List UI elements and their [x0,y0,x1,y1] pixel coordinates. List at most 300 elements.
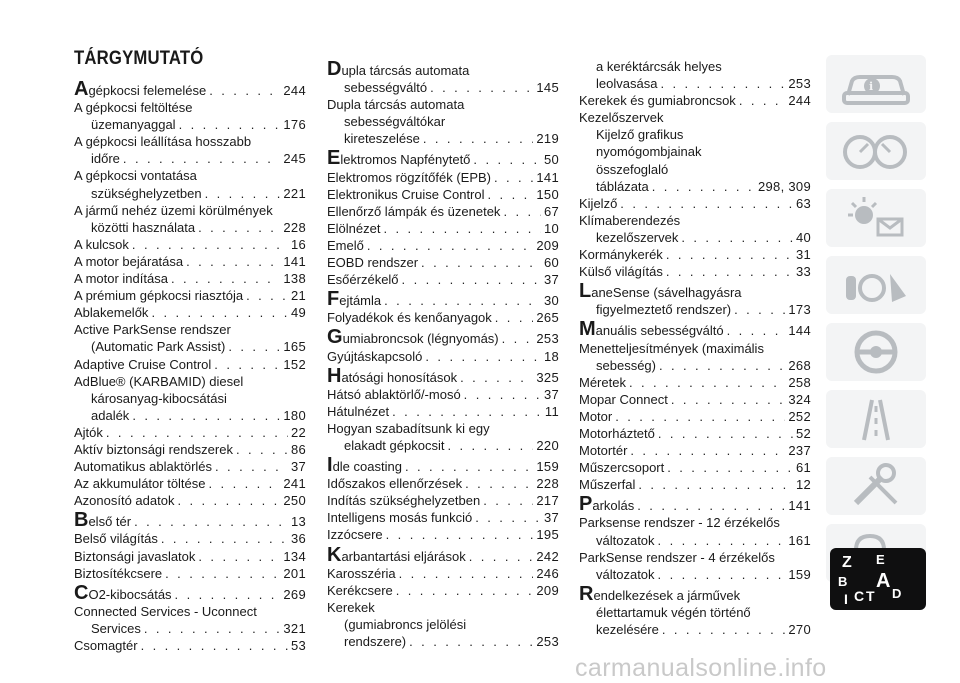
index-entry[interactable] [327,186,559,203]
page-number[interactable]: 30 [543,293,559,309]
dot-leader [214,356,280,373]
index-entry[interactable] [579,58,811,92]
dot-leader [421,254,541,271]
car-info-icon[interactable] [826,55,926,113]
dot-leader [734,301,785,318]
page-number[interactable]: 325 [536,369,559,385]
index-entry-text: szükséghelyzetben [91,185,202,201]
page-number[interactable]: 138 [283,271,306,287]
index-entry[interactable] [74,637,306,654]
index-entry[interactable] [74,167,306,201]
index-entry[interactable] [327,475,559,492]
index-entry[interactable] [579,391,811,408]
index-entry-text: Klímaberendezés [579,212,681,228]
page-number[interactable]: 209 [536,237,559,253]
index-entry[interactable] [579,246,811,263]
index-entry-line [327,130,559,147]
page-number[interactable]: 37 [290,459,306,475]
dot-leader [165,565,280,582]
dot-leader [246,287,288,304]
index-entry[interactable] [579,109,811,194]
index-entry-text: Biztosítékcsere [74,565,163,581]
index-entry-text: Automatikus ablaktörlés [74,459,213,475]
index-entry-text: Hátsó ablaktörlő/-mosó [327,386,461,402]
index-entry-text: Dupla tárcsás automata [327,97,465,113]
index-entry-text: Indítás szükséghelyzetben [327,493,481,509]
index-entry-text: üzemanyaggal [91,117,176,133]
index-entry[interactable] [327,309,559,326]
index-entry[interactable] [327,364,559,387]
page-number[interactable]: 253 [788,76,811,92]
index-entry[interactable] [74,511,306,530]
dot-leader [205,185,281,202]
index-entry[interactable] [74,287,306,304]
index-entry-line [74,338,306,355]
page-number[interactable]: 53 [290,638,306,653]
index-entry-text: Ablakemelők [74,305,149,321]
dot-leader [396,582,534,599]
dot-leader [658,532,786,549]
index-entry-text: első tér [88,514,132,530]
safety-icon[interactable] [826,256,926,314]
dot-leader [473,151,541,168]
index-entry[interactable] [579,92,811,109]
dot-leader [615,408,785,425]
page-number[interactable]: 324 [788,391,811,407]
index-entry[interactable] [579,263,811,280]
initial-letter: F [327,288,340,311]
dot-leader [502,330,534,347]
page-number[interactable]: 13 [290,514,306,530]
index-entry-text: arbantartási eljárások [341,548,466,564]
index-entry-line [327,186,559,203]
index-entry-text: A gépkocsi leállítása hosszabb [74,134,252,150]
page-number[interactable]: 244 [788,93,811,109]
page-number[interactable]: 246 [536,565,559,581]
index-entry[interactable] [74,270,306,287]
index-entry[interactable] [327,220,559,237]
dot-leader [209,82,280,99]
index-entry-line [579,246,811,263]
page-number[interactable]: 241 [283,476,306,492]
index-entry-text: Motorháztető [579,425,655,441]
index-entry-text: dle coasting [332,459,402,475]
dot-leader [186,253,280,270]
page-number[interactable]: 269 [283,586,306,602]
page-number[interactable]: 31 [795,247,811,263]
page-number[interactable]: 201 [283,565,306,581]
index-entry-line [74,458,306,475]
page-number[interactable]: 40 [795,229,811,245]
index-column-2 [327,58,559,650]
index-entry-line [74,219,306,236]
page-number[interactable]: 165 [283,339,306,355]
index-entry[interactable] [327,149,559,168]
index-entry[interactable] [74,548,306,565]
index-entry-text: Időszakos ellenőrzések [327,476,463,492]
page-number[interactable]: 141 [283,253,306,269]
index-entry[interactable] [74,202,306,236]
index-entry[interactable] [327,290,559,309]
dot-leader [460,369,533,386]
index-entry[interactable] [579,549,811,583]
index-entry[interactable] [327,565,559,582]
index-letter-z: Z [842,554,852,571]
index-entry-text: arkolás [592,498,635,514]
index-entry-text: Intelligens mosás funkció [327,510,473,526]
index-entry-line [327,509,559,526]
index-entry[interactable] [74,441,306,458]
index-entry-line [579,109,811,126]
index-entry-line [327,169,559,186]
page-title: TÁRGYMUTATÓ [74,48,204,69]
page-number[interactable]: 52 [795,425,811,441]
index-entry-text: sebességváltó [344,80,428,96]
index-entry[interactable] [74,581,306,604]
index-entry-line [74,287,306,304]
index-entry[interactable] [74,99,306,133]
dot-leader [209,475,281,492]
index-entry-text: Connected Services - Uconnect [74,603,257,619]
index-entry-text: kireteszelése [344,131,420,147]
page-number[interactable]: 144 [788,323,811,339]
index-entry-text: Aktív biztonsági rendszerek [74,441,233,457]
dot-leader [662,621,786,638]
index-entry-line [327,492,559,509]
index-entry[interactable] [579,425,811,442]
index-entry-line [327,149,559,168]
index-entry[interactable] [327,348,559,365]
page-number[interactable]: 253 [536,331,559,347]
index-entry-text: Kerékcsere [327,582,393,598]
index-entry-line [74,373,306,390]
index-entry-line [327,348,559,365]
page-number[interactable]: 37 [543,510,559,526]
road-icon[interactable] [826,390,926,448]
index-entry-line [74,581,306,604]
index-entry[interactable] [74,304,306,321]
page-number[interactable]: 242 [536,548,559,564]
page-number[interactable]: 37 [543,272,559,288]
index-entry-text: gépkocsi felemelése [88,83,207,98]
index-entry[interactable] [327,169,559,186]
index-entry-line [327,220,559,237]
index-entry-line [74,185,306,202]
page-number[interactable]: 150 [536,186,559,202]
index-entry[interactable] [579,442,811,459]
index-entry-text: (gumiabroncs jelölési [344,616,467,632]
index-entry-text: Folyadékok és kenőanyagok [327,310,492,326]
index-entry[interactable] [579,514,811,548]
index-entry[interactable] [327,271,559,288]
index-entry-line [74,441,306,458]
index-entry-text: Elektronikus Cruise Control [327,186,485,202]
dashboard-icon[interactable] [826,122,926,180]
index-entry[interactable] [579,582,811,638]
dot-leader [161,530,288,547]
index-entry[interactable] [327,509,559,526]
index-letter-d: D [892,586,902,601]
initial-letter: L [579,280,592,303]
index-entry[interactable] [74,475,306,492]
index-entry[interactable] [74,133,306,167]
page-number[interactable]: 22 [290,424,306,440]
page-number[interactable]: 21 [290,288,306,304]
index-entry-text: anuális sebességváltó [595,323,724,339]
index-letter-c: C [854,588,865,604]
dot-leader [198,219,280,236]
page-number[interactable]: 50 [543,152,559,168]
page-number[interactable]: 298, 309 [757,178,811,194]
dot-leader [430,79,533,96]
index-entry-line [327,237,559,254]
index-entry-line [74,492,306,509]
page-number[interactable]: 145 [536,80,559,96]
index-entry[interactable] [579,459,811,476]
index-entry[interactable] [327,403,559,420]
index-entry-line [74,167,306,184]
index-entry[interactable] [327,60,559,96]
page-number[interactable]: 67 [543,203,559,219]
initial-letter: G [327,326,343,349]
index-entry-text: kezelésére [596,622,659,637]
page-number[interactable]: 258 [788,374,811,390]
dot-leader [236,441,288,458]
page-number[interactable]: 37 [543,386,559,402]
page-number[interactable]: 134 [283,548,306,564]
index-entry[interactable] [327,96,559,147]
index-entry-text: Izzócsere [327,527,383,543]
index-entry-text: kezelőszervek [596,229,679,245]
index-entry-text: Kijelző [579,195,618,211]
index-entry-text: Műszerfal [579,477,636,493]
index-entry-text: Elektromos rögzítőfék (EPB) [327,169,491,185]
warning-light-icon[interactable] [826,189,926,247]
index-icon[interactable] [830,548,926,610]
initial-letter: K [327,543,342,566]
index-entry-text: időre [91,151,120,167]
index-entry[interactable] [74,373,306,424]
page-number[interactable]: 228 [536,476,559,492]
index-entry[interactable] [74,565,306,582]
index-entry-text: ParkSense rendszer - 4 érzékelős [579,549,775,565]
steering-wheel-icon[interactable] [826,323,926,381]
page-number[interactable]: 33 [795,264,811,280]
index-entry-text: elakadt gépkocsit [344,437,445,453]
index-entry-text: Műszercsoport [579,460,665,476]
index-entry[interactable] [74,236,306,253]
index-entry[interactable] [579,195,811,212]
index-entry-text: Emelő [327,237,364,253]
dot-leader [132,236,288,253]
index-entry[interactable] [327,492,559,509]
index-entry[interactable] [327,254,559,271]
dot-leader [659,357,785,374]
page-number[interactable]: 268 [788,357,811,373]
index-entry[interactable] [74,321,306,355]
index-entry-text: a keréktárcsák helyes [596,59,722,74]
page-number[interactable]: 11 [544,403,559,419]
page-number[interactable]: 209 [536,582,559,598]
index-entry[interactable] [579,212,811,246]
page-number[interactable]: 244 [283,83,306,98]
index-entry-line [74,80,306,99]
dot-leader [637,497,785,514]
page-number[interactable]: 252 [788,408,811,424]
page-number[interactable]: 63 [795,195,811,211]
index-entry-text: Active ParkSense rendszer [74,322,231,338]
page-number[interactable]: 270 [788,622,811,637]
index-entry[interactable] [327,386,559,403]
index-column-3 [579,58,811,638]
page-number[interactable]: 141 [536,169,559,185]
index-entry-line [74,511,306,530]
index-entry[interactable] [74,424,306,441]
index-entry[interactable] [74,356,306,373]
index-entry-line [579,495,811,514]
page-number[interactable]: 152 [283,356,306,372]
index-entry-line [327,309,559,326]
page-number[interactable]: 217 [536,493,559,509]
index-entry-line [327,386,559,403]
page-number[interactable]: 220 [536,437,559,453]
index-entry-text: umiabroncsok (légnyomás) [342,331,499,347]
index-entry[interactable] [74,603,306,637]
index-entry-text: upla tárcsás automata [341,63,470,78]
index-entry[interactable] [74,492,306,509]
page-number[interactable]: 36 [290,531,306,547]
page-number[interactable]: 253 [536,634,559,649]
index-entry[interactable] [74,80,306,99]
page-number[interactable]: 237 [788,443,811,459]
page-number[interactable]: 195 [536,527,559,543]
index-entry-line [579,178,811,195]
page-number[interactable]: 228 [283,219,306,235]
page-number[interactable]: 159 [788,566,811,582]
page-number[interactable]: 161 [788,532,811,548]
page-number[interactable]: 321 [283,620,306,636]
page-number[interactable]: 49 [290,305,306,321]
dot-leader [630,442,785,459]
index-entry[interactable] [579,476,811,493]
page-number[interactable]: 60 [543,255,559,271]
index-entry[interactable] [74,253,306,270]
dot-leader [423,130,534,147]
index-entry[interactable] [327,582,559,599]
index-entry-line [74,321,306,338]
index-entry[interactable] [579,495,811,514]
initial-letter: B [74,509,89,532]
index-entry-text: Hátulnézet [327,403,390,419]
page-number[interactable]: 245 [283,151,306,167]
index-entry[interactable] [74,458,306,475]
dot-leader [392,403,542,420]
dot-leader [171,270,280,287]
page-number[interactable]: 61 [795,460,811,476]
index-entry-line [327,582,559,599]
page-number[interactable]: 10 [543,220,559,236]
index-entry-text: A gépkocsi feltöltése [74,100,193,116]
page-number[interactable]: 250 [283,493,306,509]
index-entry[interactable] [327,237,559,254]
page-number[interactable]: 18 [543,348,559,364]
index-entry-line [579,357,811,374]
index-entry-line [579,391,811,408]
page-number[interactable]: 219 [536,131,559,147]
index-entry-line [327,420,559,437]
dot-leader [666,246,793,263]
index-entry[interactable] [327,328,559,347]
page-number[interactable]: 159 [536,459,559,475]
index-entry[interactable] [579,374,811,391]
index-entry-text: leolvasása [596,76,658,92]
index-entry[interactable] [579,408,811,425]
index-entry[interactable] [327,543,559,566]
index-entry-text: sebességváltókar [344,114,446,130]
index-entry-text: Kerekek és gumiabroncsok [579,93,736,109]
index-entry-text: Motor [579,408,613,424]
index-entry[interactable] [579,340,811,374]
index-entry[interactable] [327,203,559,220]
dot-leader [367,237,534,254]
index-entry[interactable] [327,456,559,475]
index-entry[interactable] [74,530,306,547]
index-entry-line [327,364,559,387]
dot-leader [177,492,280,509]
page-number[interactable]: 86 [290,441,306,457]
watermark: carmanualsonline.info [575,654,827,682]
tools-icon[interactable] [826,457,926,515]
index-entry-line [74,407,306,424]
page-number[interactable]: 265 [536,310,559,326]
index-entry-text: Kezelőszervek [579,110,664,126]
index-entry[interactable] [579,320,811,339]
page-number[interactable]: 12 [795,477,811,493]
index-entry-line [74,236,306,253]
page-number[interactable]: 176 [283,117,306,133]
dot-leader [667,459,793,476]
index-entry[interactable] [327,599,559,650]
page-number[interactable]: 16 [290,236,306,252]
initial-letter: M [579,318,596,341]
index-entry-text: Adaptive Cruise Control [74,356,212,372]
page-number[interactable]: 221 [283,185,306,201]
dot-leader [134,513,288,530]
index-entry-line [579,442,811,459]
index-entry-text: Külső világítás [579,264,663,280]
index-entry-line [74,390,306,407]
index-entry-line [579,408,811,425]
index-entry-line [579,143,811,160]
index-entry[interactable] [579,282,811,318]
index-entry-line [327,79,559,96]
initial-letter: I [327,454,333,477]
page-number[interactable]: 180 [283,407,306,423]
index-entry[interactable] [327,526,559,543]
initial-letter: C [74,581,89,604]
page-number[interactable]: 173 [788,302,811,318]
index-entry-line [579,340,811,357]
index-entry-line [579,459,811,476]
index-entry-text: Kerekek [327,599,375,615]
page-number[interactable]: 141 [788,498,811,514]
index-entry-text: változatok [596,532,655,548]
index-entry[interactable] [327,420,559,454]
initial-letter: P [579,493,593,516]
index-entry-text: Karosszéria [327,565,396,581]
dot-leader [652,178,755,195]
index-entry-text: ejtámla [339,293,382,309]
